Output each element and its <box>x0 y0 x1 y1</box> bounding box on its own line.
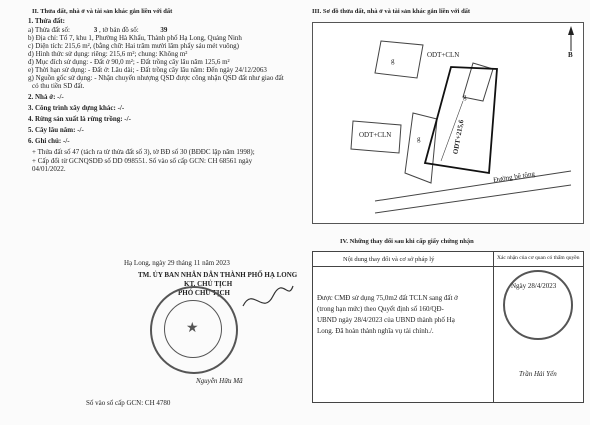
change-line-4: Long. Đã hoàn thành nghĩa vụ tài chính./. <box>317 327 434 335</box>
change-line-2: (trong hạn mức) theo Quyết định số 160/QĐ- <box>317 305 444 313</box>
parcel-area-label: ODT+215,6 <box>451 119 466 155</box>
signer-name: Nguyễn Hữu Mã <box>196 377 243 385</box>
label-g1: g <box>391 57 395 65</box>
house-line: 2. Nhà ở: -/- <box>28 93 64 101</box>
column-content: Nội dung thay đổi và cơ sở pháp lý <box>343 256 435 263</box>
confirmation-seal <box>503 270 573 340</box>
term-line: e) Thời hạn sử dụng: - Đất ở: Lâu dài; - Đất trồng cây lâu năm: Đến ngày 24/12/2063 <box>28 66 267 74</box>
label-odt-cln-left: ODT+CLN <box>359 131 392 139</box>
parcel-number: 3 <box>93 26 98 34</box>
left-page <box>28 8 296 413</box>
parcel-number-line <box>28 27 167 34</box>
change-line-1: Được CMĐ sử dụng 75,0m2 đất TCLN sang đất ở <box>317 294 458 302</box>
section-2-title: II. Thửa đất, nhà ở và tài sản khác gắn liền với đất <box>32 8 173 15</box>
label-odt-cln-top: ODT+CLN <box>427 51 460 59</box>
perennial-line: 5. Cây lâu năm: -/- <box>28 126 84 134</box>
other-construction-line: 3. Công trình xây dựng khác: -/- <box>28 104 125 112</box>
purpose-line: đ) Mục đích sử dụng: - Đất ở 90,0 m²; - Đất trồng cây lâu năm 125,6 m² <box>28 58 230 66</box>
officer-name: Trần Hải Yến <box>519 370 557 378</box>
column-confirm: Xác nhận của cơ quan có thẩm quyền <box>497 255 580 261</box>
kt-chairman: KT. CHỦ TỊCH <box>184 280 233 288</box>
vice-chairman: PHÓ CHỦ TỊCH <box>178 289 230 297</box>
confirm-date: Ngày 28/4/2023 <box>511 282 557 290</box>
issue-date: Hạ Long, ngày 29 tháng 11 năm 2023 <box>124 259 230 267</box>
note-line-2: + Cấp đổi từ GCNQSDĐ số DD 098551. Số vào sổ cấp GCN: CH 68561 ngày <box>32 157 253 165</box>
sheet-label: , tờ bản đồ số: <box>98 26 139 34</box>
changes-table <box>312 251 584 403</box>
parcel-label: a) Thửa đất số: <box>28 26 70 34</box>
note-line-3: 04/01/2022. <box>32 165 66 173</box>
official-seal <box>150 286 238 374</box>
label-g2: g <box>463 93 467 101</box>
use-form-line: d) Hình thức sử dụng: riêng: 215,6 m²; chung: Không m² <box>28 50 188 58</box>
section-3-title: III. Sơ đồ thửa đất, nhà ở và tài sản khác gắn liền với đất <box>312 8 471 15</box>
note-line-1: + Thửa đất số 47 (tách ra từ thửa đất số 3), tờ BĐ số 30 (BĐĐC lập năm 1998); <box>32 148 255 156</box>
signature-mark <box>238 276 298 326</box>
registration-number: Số vào sổ cấp GCN: CH 4780 <box>86 399 171 407</box>
star-icon: ★ <box>186 321 199 336</box>
road-label: Đường bê tông <box>492 169 536 185</box>
authority-name: TM. ỦY BAN NHÂN DÂN THÀNH PHỐ HẠ LONG <box>138 271 298 279</box>
origin-line-2: có thu tiền SD đất. <box>32 82 85 90</box>
label-g3: g <box>417 135 421 143</box>
sheet-number: 39 <box>160 26 168 34</box>
land-parcel-heading: 1. Thửa đất: <box>28 17 65 25</box>
origin-line-1: g) Nguồn gốc sử dụng: - Nhận chuyển nhượng QSD được công nhận QSD đất như giao đất <box>28 74 284 82</box>
forest-line: 4. Rừng sản xuất là rừng trồng: -/- <box>28 115 131 123</box>
change-line-3: UBND ngày 28/4/2023 của UBND thành phố Hạ <box>317 316 455 324</box>
area-line: c) Diện tích: 215,6 m², (bằng chữ: Hai trăm mười lăm phẩy sáu mét vuông) <box>28 42 239 50</box>
section-4-title: IV. Những thay đổi sau khi cấp giấy chứng nhận <box>340 238 474 245</box>
address-line: b) Địa chỉ: Tổ 7, khu 1, Phường Hà Khẩu, Thành phố Hạ Long, Quảng Ninh <box>28 34 242 42</box>
north-label: B <box>568 51 573 59</box>
parcel-diagram <box>312 22 584 224</box>
notes-heading: 6. Ghi chú: -/- <box>28 137 70 145</box>
